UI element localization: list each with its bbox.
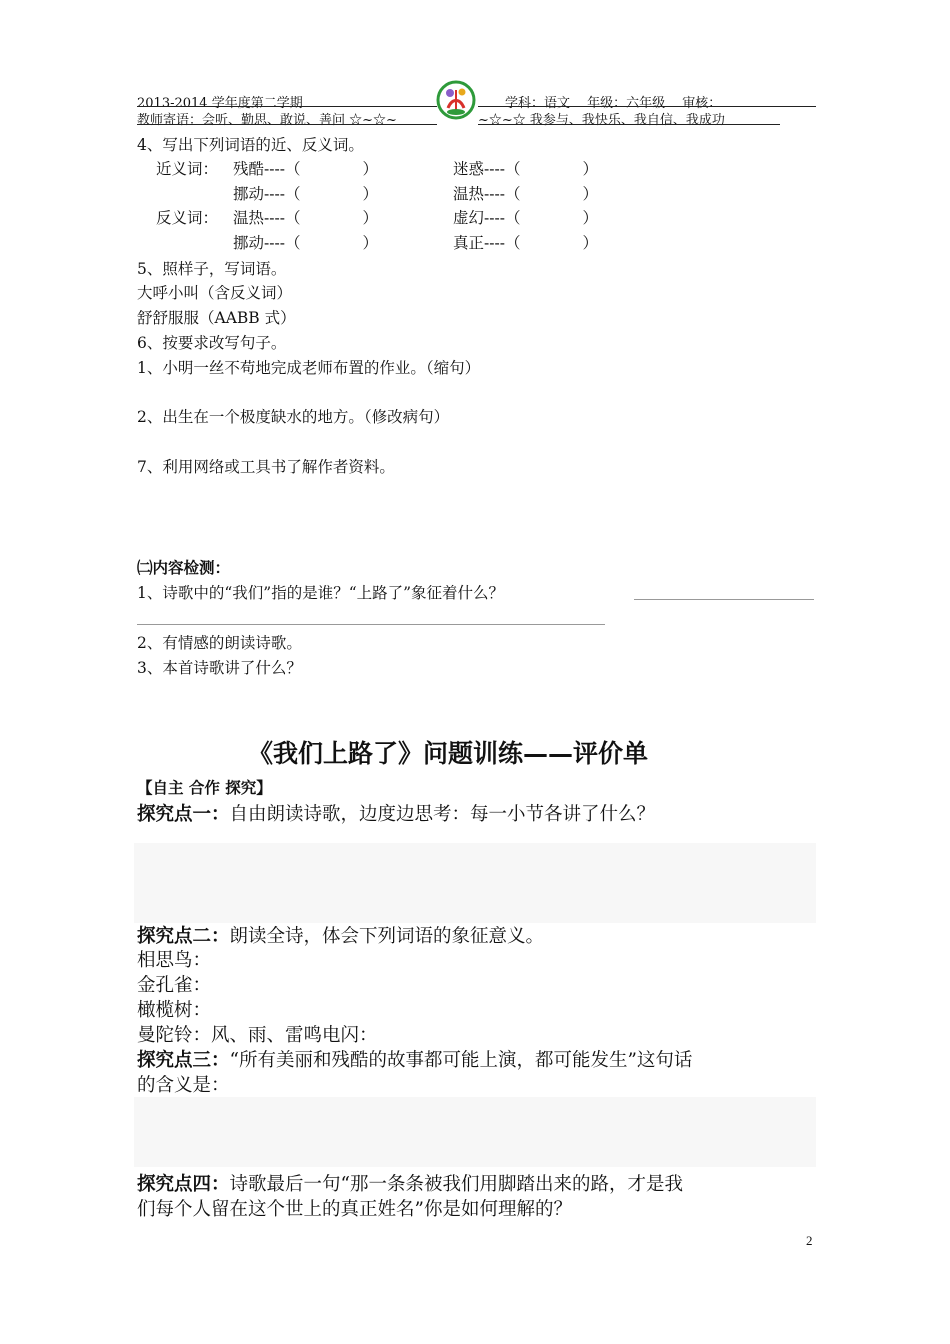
section6-item1: 1、小明一丝不苟地完成老师布置的作业。（缩句） <box>137 359 481 377</box>
header-motto-left: 教师寄语：会听、勤思、敢说、善问 ☆~☆~ <box>137 113 397 128</box>
inquiry-point-2-text: 朗读全诗，体会下列词语的象征意义。 <box>229 926 545 947</box>
section4-title: 4、写出下列词语的近、反义词。 <box>137 136 364 154</box>
header-rule-top-right <box>478 106 816 107</box>
inquiry-point-3-text-line1: “所有美丽和残酷的故事都可能上演，都可能发生”这句话 <box>229 1050 693 1071</box>
header-subject-info: 学科：语文 年级：六年级 审核： <box>505 96 722 111</box>
inquiry-point-2 <box>137 922 544 948</box>
answer-area-1[interactable] <box>134 843 816 923</box>
content-check-q1: 1、诗歌中的“我们”指的是谁？“上路了”象征着什么？ <box>137 584 505 602</box>
symbol-word-3: 橄榄树： <box>137 1000 212 1021</box>
word-row-2-left: 挪动----（ ） <box>233 185 378 203</box>
content-check-heading: ㈡内容检测： <box>137 558 231 577</box>
answer-line-q1-end <box>634 599 814 600</box>
section5-item2: 舒舒服服（AABB 式） <box>137 309 296 327</box>
answer-line-q1-next <box>137 624 605 625</box>
page-number: 2 <box>806 1233 813 1248</box>
inquiry-point-4 <box>137 1170 683 1196</box>
evaluation-subheading: 【自主 合作 探究】 <box>137 778 272 797</box>
inquiry-point-4-text-line1: 诗歌最后一句“那一条条被我们用脚踏出来的路，才是我 <box>229 1174 683 1195</box>
inquiry-point-1-text: 自由朗读诗歌，边度边思考：每一小节各讲了什么？ <box>229 804 656 825</box>
header-rule-top-left <box>137 106 437 107</box>
inquiry-point-3-text-line2: 的含义是： <box>137 1075 230 1096</box>
symbol-word-4: 曼陀铃：风、雨、雷鸣电闪： <box>137 1025 378 1046</box>
section6-item2: 2、出生在一个极度缺水的地方。（修改病句） <box>137 408 450 426</box>
word-row-4-right: 真正----（ ） <box>453 234 598 252</box>
header-motto-right: ~☆~☆ 我参与、我快乐、我自信、我成功 <box>478 113 725 128</box>
answer-area-3[interactable] <box>134 1097 816 1167</box>
synonym-label: 近义词： <box>156 160 219 178</box>
section5-title: 5、照样子，写词语。 <box>137 260 287 278</box>
section5-item1: 大呼小叫（含反义词） <box>137 284 293 302</box>
header-rule-bottom-right <box>478 124 780 125</box>
content-check-q2: 2、有情感的朗读诗歌。 <box>137 634 302 652</box>
antonym-label: 反义词： <box>156 209 219 227</box>
content-check-q3: 3、本首诗歌讲了什么？ <box>137 659 302 677</box>
header-term: 2013-2014 学年度第二学期 <box>137 96 303 111</box>
inquiry-point-1 <box>137 800 655 826</box>
section7-title: 7、利用网络或工具书了解作者资料。 <box>137 458 395 476</box>
inquiry-point-3-label: 探究点三： <box>137 1050 230 1071</box>
word-row-1-right: 迷惑----（ ） <box>453 160 598 178</box>
inquiry-point-3 <box>137 1046 692 1072</box>
inquiry-point-2-label: 探究点二： <box>137 926 230 947</box>
inquiry-point-4-text-line2: 们每个人留在这个世上的真正姓名”你是如何理解的？ <box>137 1199 572 1220</box>
word-row-2-right: 温热----（ ） <box>453 185 598 203</box>
section6-title: 6、按要求改写句子。 <box>137 334 287 352</box>
symbol-word-1: 相思鸟： <box>137 950 212 971</box>
word-row-3-left: 温热----（ ） <box>233 209 378 227</box>
inquiry-point-4-label: 探究点四： <box>137 1174 230 1195</box>
inquiry-point-1-label: 探究点一： <box>137 804 230 825</box>
word-row-4-left: 挪动----（ ） <box>233 234 378 252</box>
evaluation-title: 《我们上路了》问题训练——评价单 <box>248 739 649 768</box>
header-rule-bottom-left <box>137 124 437 125</box>
school-logo-icon <box>436 80 476 120</box>
word-row-3-right: 虚幻----（ ） <box>453 209 598 227</box>
symbol-word-2: 金孔雀： <box>137 975 212 996</box>
word-row-1-left: 残酷----（ ） <box>233 160 378 178</box>
